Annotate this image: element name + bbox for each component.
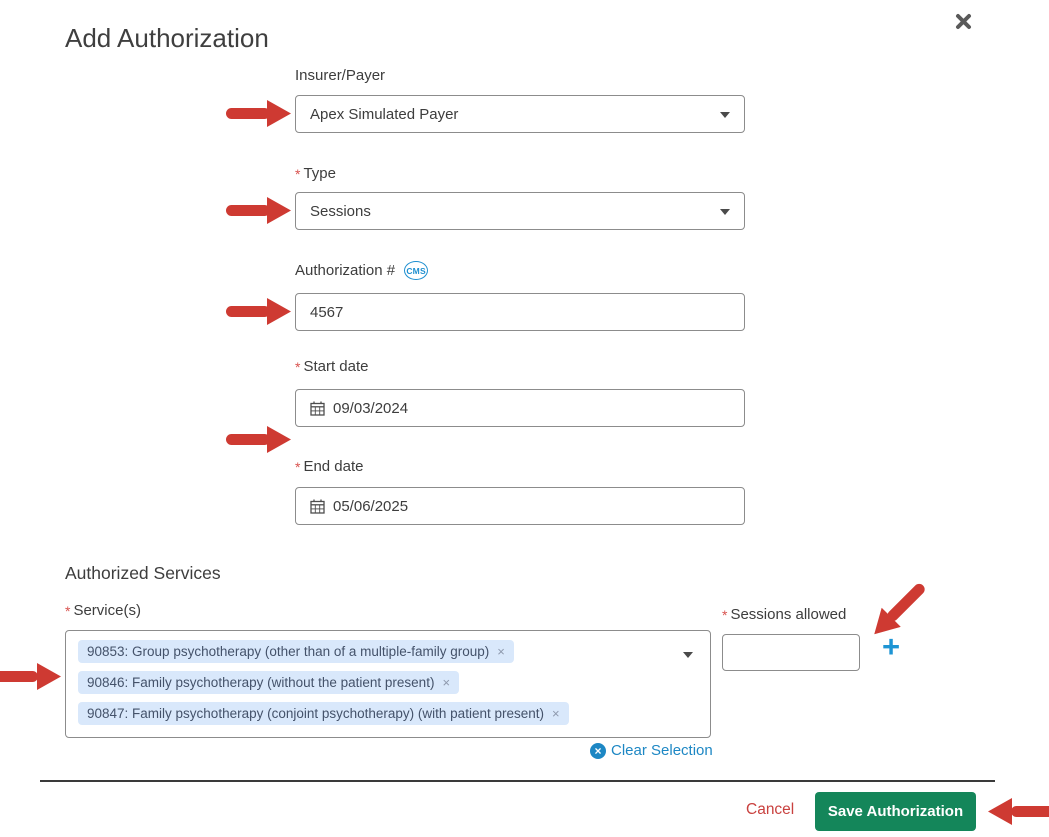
close-x-glyph — [955, 13, 972, 30]
start-date-label-text: Start date — [303, 358, 369, 375]
services-label — [65, 602, 141, 619]
save-authorization-button[interactable]: Save Authorization — [815, 792, 976, 831]
footer-divider — [40, 780, 995, 782]
page-title: Add Authorization — [65, 23, 269, 54]
sessions-allowed-label-text: Sessions allowed — [730, 606, 847, 623]
required-marker: * — [295, 165, 301, 182]
add-icon[interactable]: + — [874, 629, 908, 665]
insurer-value: Apex Simulated Payer — [310, 105, 459, 123]
authorized-services-heading: Authorized Services — [65, 563, 221, 583]
type-value: Sessions — [310, 202, 371, 220]
service-tag — [78, 671, 459, 694]
service-tag — [78, 702, 569, 725]
service-tag-text: 90846: Family psychotherapy (without the patient present) — [87, 675, 435, 690]
start-date-label — [295, 358, 369, 375]
service-tag-text: 90853: Group psychotherapy (other than of a multiple-family group) — [87, 644, 490, 659]
end-date-value: 05/06/2025 — [333, 497, 409, 515]
end-date-label — [295, 458, 364, 475]
chevron-down-icon — [683, 652, 693, 658]
annotation-arrow-insurer-icon — [225, 100, 291, 127]
close-icon[interactable] — [952, 12, 974, 34]
clear-selection-label: Clear Selection — [611, 742, 713, 759]
type-label — [295, 165, 336, 182]
clear-selection-link[interactable] — [590, 742, 713, 759]
type-select[interactable] — [295, 192, 745, 230]
chevron-down-icon — [720, 112, 730, 118]
required-marker: * — [295, 458, 301, 475]
end-date-label-text: End date — [303, 458, 364, 475]
cms-badge-icon: CMS — [404, 261, 428, 280]
cancel-button[interactable]: Cancel — [746, 801, 795, 818]
sessions-allowed-input[interactable] — [722, 634, 860, 671]
required-marker: * — [295, 358, 301, 375]
annotation-arrow-type-icon — [225, 197, 291, 224]
annotation-arrow-dates-icon — [225, 426, 291, 453]
start-date-input[interactable] — [295, 389, 745, 427]
remove-tag-icon[interactable]: × — [442, 675, 451, 690]
required-marker: * — [722, 606, 728, 623]
insurer-label — [295, 67, 385, 84]
remove-tag-icon[interactable]: × — [497, 644, 505, 659]
insurer-label-text: Insurer/Payer — [295, 67, 386, 84]
calendar-icon — [310, 401, 325, 416]
authorization-number-label-text: Authorization # — [295, 262, 396, 279]
annotation-arrow-save-icon — [988, 798, 1049, 825]
authorization-number-input[interactable] — [295, 293, 745, 331]
chevron-down-icon — [720, 209, 730, 215]
insurer-select[interactable] — [295, 95, 745, 133]
remove-tag-icon[interactable]: × — [551, 706, 560, 721]
end-date-input[interactable] — [295, 487, 745, 525]
clear-circle-icon: × — [590, 743, 606, 759]
services-multiselect[interactable] — [65, 630, 711, 738]
sessions-allowed-label — [722, 606, 846, 623]
service-tag — [78, 640, 514, 663]
required-marker: * — [65, 602, 71, 619]
calendar-icon — [310, 499, 325, 514]
services-label-text: Service(s) — [73, 602, 141, 619]
type-label-text: Type — [303, 165, 336, 182]
start-date-value: 09/03/2024 — [333, 399, 409, 417]
annotation-arrow-authorization-icon — [225, 298, 291, 325]
authorization-number-label — [295, 261, 428, 280]
annotation-arrow-services-icon — [0, 663, 61, 690]
service-tag-text: 90847: Family psychotherapy (conjoint psychotherapy) (with patient present) — [87, 706, 544, 721]
